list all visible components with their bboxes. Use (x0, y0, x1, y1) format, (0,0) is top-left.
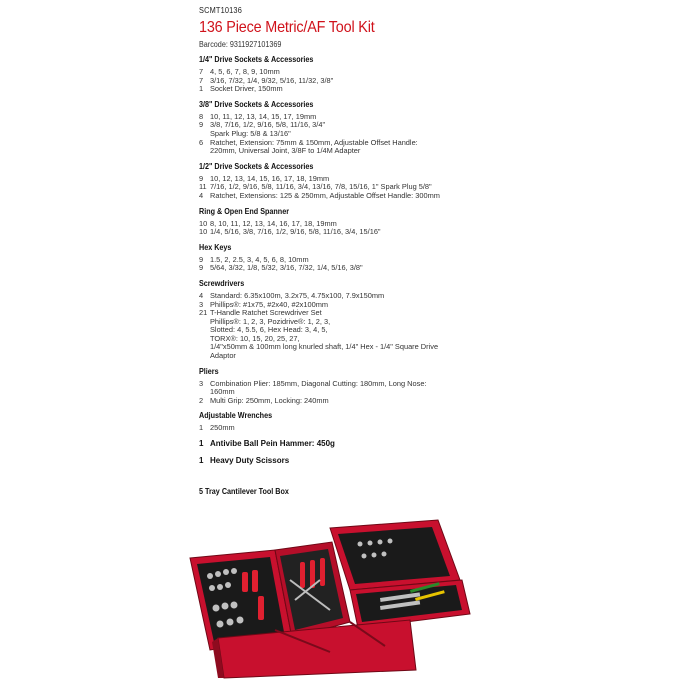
item-description (210, 85, 499, 94)
item-quantity: 11 (199, 182, 207, 192)
description-line: 1/4"x50mm & 100mm long knurled shaft, 1/4" Hex - 1/4" Square Drive (210, 342, 439, 352)
contents-section (199, 100, 499, 156)
section-heading: 1/4" Drive Sockets & Accessories (199, 55, 314, 64)
description-line: 250mm (210, 423, 235, 433)
description-line: Ratchet, Extension: 75mm & 150mm, Adjustable Offset Handle: (210, 137, 418, 147)
description-line: 3/16, 7/32, 1/4, 9/32, 5/16, 11/32, 3/8" (210, 75, 334, 85)
contents-section (199, 367, 499, 406)
contents-section (199, 279, 499, 361)
item-quantity: 1 (199, 84, 204, 94)
item-description (210, 380, 499, 397)
item-quantity: 10 (199, 227, 208, 237)
description-line: Spark Plug: 5/8 & 13/16" (210, 128, 291, 138)
list-item (199, 85, 499, 94)
contents-section (199, 55, 499, 94)
description-line: Standard: 6.35x100m, 3.2x75, 4.75x100, 7.9x150mm (210, 290, 385, 300)
description-line: Phillips®: 1, 2, 3, Pozidrive®: 1, 2, 3, (210, 316, 331, 326)
extra-item-label: Heavy Duty Scissors (210, 456, 290, 466)
extra-item (199, 456, 499, 465)
barcode-text: Barcode: 9311927101369 (199, 40, 282, 49)
description-line: 7/16, 1/2, 9/16, 5/8, 11/16, 3/4, 13/16, 7/8, 15/16, 1" Spark Plug 5/8" (210, 182, 432, 192)
toolbox-label: 5 Tray Cantilever Tool Box (199, 487, 289, 497)
description-line: Ratchet, Extensions: 125 & 250mm, Adjustable Offset Handle: 300mm (210, 190, 440, 200)
item-quantity: 1 (199, 423, 204, 433)
extra-item-label: Antivibe Ball Pein Hammer: 450g (210, 439, 335, 449)
product-code: SCMT10136 (199, 6, 242, 15)
item-quantity: 9 (199, 254, 204, 264)
item-description (210, 121, 499, 138)
item-quantity: 6 (199, 137, 204, 147)
description-line: Multi Grip: 250mm, Locking: 240mm (210, 395, 329, 405)
item-quantity: 1 (199, 439, 204, 449)
description-line: 1/4, 5/16, 3/8, 7/16, 1/2, 9/16, 5/8, 11/16, 3/4, 15/16" (210, 227, 381, 237)
extras-list (199, 439, 499, 465)
description-line: 4, 5, 6, 7, 8, 9, 10mm (210, 67, 280, 76)
list-item (199, 309, 499, 361)
contents-section (199, 243, 499, 273)
description-line: 1.5, 2, 2.5, 3, 4, 5, 6, 8, 10mm (210, 254, 309, 264)
description-line: 10, 12, 13, 14, 15, 16, 17, 18, 19mm (210, 173, 330, 183)
item-quantity: 10 (199, 218, 208, 228)
item-description (210, 309, 499, 361)
item-quantity: 9 (199, 120, 204, 130)
item-quantity: 4 (199, 190, 204, 200)
description-line: Phillips®: #1x75, #2x40, #2x100mm (210, 299, 329, 309)
description-line: 8, 10, 11, 12, 13, 14, 16, 17, 18, 19mm (210, 218, 337, 228)
item-quantity: 3 (199, 299, 204, 309)
item-quantity: 9 (199, 263, 204, 273)
description-line: Slotted: 4, 5.5, 6, Hex Head: 3, 4, 5, (210, 325, 328, 335)
item-description (210, 424, 499, 433)
item-description (210, 139, 499, 156)
product-sheet (199, 6, 499, 496)
description-line: Combination Plier: 185mm, Diagonal Cutting: 180mm, Long Nose: (210, 378, 427, 388)
item-quantity: 8 (199, 111, 204, 121)
section-heading: Adjustable Wrenches (199, 411, 273, 421)
item-quantity: 2 (199, 395, 204, 405)
description-line: 3/8, 7/16, 1/2, 9/16, 5/8, 11/16, 3/4" (210, 120, 326, 130)
list-item (199, 397, 499, 406)
page-title: 136 Piece Metric/AF Tool Kit (199, 19, 375, 36)
item-description (210, 228, 499, 237)
section-heading: 3/8" Drive Sockets & Accessories (199, 99, 314, 109)
section-heading: Pliers (199, 366, 219, 376)
description-line: 5/64, 3/32, 1/8, 5/32, 3/16, 7/32, 1/4, 5/16, 3/8" (210, 263, 363, 273)
extra-item (199, 439, 499, 448)
contents-list (199, 55, 499, 433)
description-line: TORX®: 10, 15, 20, 25, 27, (210, 333, 300, 343)
section-heading: 1/2" Drive Sockets & Accessories (199, 161, 314, 171)
item-quantity: 3 (199, 378, 204, 388)
section-heading: Hex Keys (199, 242, 232, 252)
list-item (199, 228, 499, 237)
item-quantity: 21 (199, 308, 208, 318)
description-line: 220mm, Universal Joint, 3/8F to 1/4M Adapter (210, 146, 361, 156)
contents-section (199, 207, 499, 237)
list-item (199, 264, 499, 273)
description-line: T-Handle Ratchet Screwdriver Set (210, 308, 322, 318)
item-description (210, 192, 499, 201)
section-heading: Ring & Open End Spanner (199, 206, 290, 216)
item-quantity: 9 (199, 173, 204, 183)
toolbox-image (180, 510, 480, 680)
description-line: Adaptor (210, 351, 236, 361)
list-item (199, 424, 499, 433)
contents-section (199, 162, 499, 201)
description-line: 10, 11, 12, 13, 14, 15, 17, 19mm (210, 111, 317, 121)
item-description (210, 264, 499, 273)
contents-section (199, 411, 499, 433)
item-quantity: 7 (199, 75, 204, 85)
list-item (199, 380, 499, 397)
description-line: Socket Driver, 150mm (210, 84, 283, 94)
item-description (210, 397, 499, 406)
item-quantity: 7 (199, 67, 204, 76)
list-item (199, 192, 499, 201)
item-quantity: 1 (199, 456, 204, 466)
list-item (199, 139, 499, 156)
list-item (199, 121, 499, 138)
description-line: 160mm (210, 387, 235, 397)
section-heading: Screwdrivers (199, 278, 245, 288)
item-quantity: 4 (199, 290, 204, 300)
